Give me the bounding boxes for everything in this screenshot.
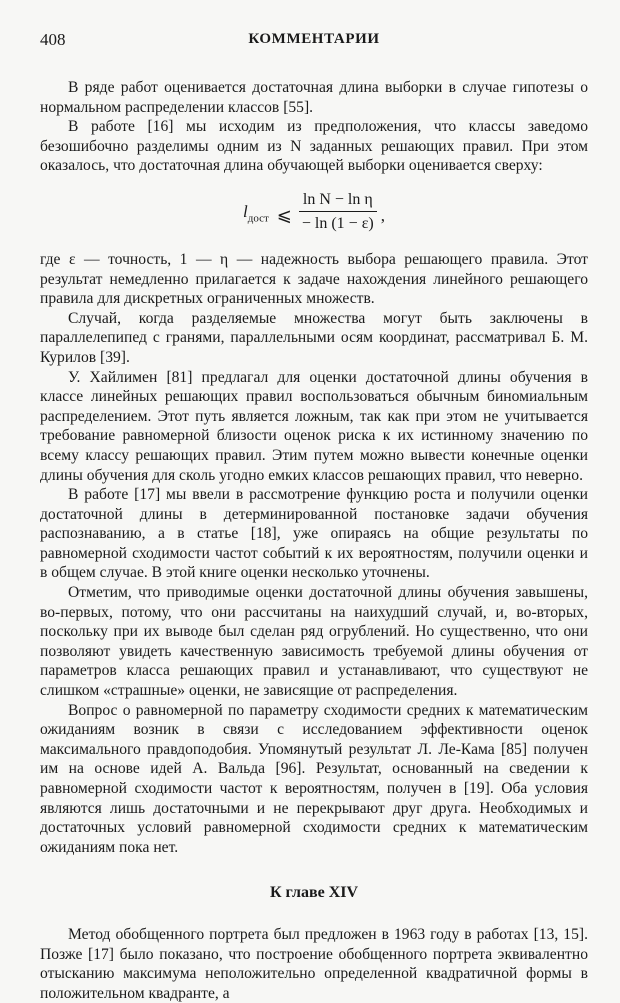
formula-denominator: − ln (1 − ε) xyxy=(301,215,374,233)
paragraph: Вопрос о равномерной по параметру сходимости средних к математическим ожиданиям возник в связи с исследованием эффективности оценок максимального правдоподобия. Упомянутый результат Л. Ле-Кама [85] получен им на основе идей А. Вальда [96]. Результат, основанный на сведении к равномерной сходимости частот к вероятностям, получен в [19]. Оба условия являются лишь достаточными и не перекрывают друг друга. Необходимых и достаточных условий равномерной сходимости средних к математическим ожиданиям пока нет. xyxy=(40,701,588,856)
paragraph: У. Хайлимен [81] предлагал для оценки достаточной длины обучения в классе линейных решающих правил воспользоваться обычным биномиальным распределением. Этот путь является ложным, так как при этом не учитывается требование равномерной близости оценок риска к их истинному значению по всему классу решающих правил. Этим путем можно вывести конечные оценки длины обучения для сколь угодно емких классов решающих правил, что неверно. xyxy=(40,368,588,484)
page-header xyxy=(40,30,588,54)
running-title: КОММЕНТАРИИ xyxy=(248,31,380,47)
formula-numerator: ln N − ln η xyxy=(299,190,377,213)
paragraph: В работе [16] мы исходим из предположения, что классы заведомо безошибочно разделимы одним из N заданных решающих правил. При этом оказалось, что достаточная длина обучающей выборки оценивается сверху: xyxy=(40,118,588,175)
paragraph: Случай, когда разделяемые множества могут быть заключены в параллелепипед с гранями, параллельными осям координат, рассматривал Б. М. Курилов [39]. xyxy=(40,309,588,366)
paragraph: Метод обобщенного портрета был предложен в 1963 году в работах [13, 15]. Позже [17] было показано, что построение обобщенного портрета эквивалентно отысканию максимума неположительно определенной квадратичной формы в положительном квадранте, а xyxy=(40,925,588,1002)
formula-lhs xyxy=(243,202,269,229)
formula-trailing: , xyxy=(380,206,385,226)
formula-relation: ⩽ xyxy=(276,205,292,226)
formula-lhs-subscript: дост xyxy=(247,212,269,225)
formula xyxy=(40,178,588,246)
paragraph: Отметим, что приводимые оценки достаточной длины обучения завышены, во-первых, потому, что они рассчитаны на наихудший случай, и, во-вторых, поскольку при их выводе был сделан ряд огрублений. Но существенно, что они позволяют увидеть качественную зависимость требуемой длины обучения от параметров класса решающих правил и устанавливают, что существуют не слишком «страшные» оценки, не зависящие от распределения. xyxy=(40,584,588,700)
paragraph: В ряде работ оценивается достаточная длина выборки в случае гипотезы о нормальном распределении классов [55]. xyxy=(40,79,588,116)
paragraph: В работе [17] мы ввели в рассмотрение функцию роста и получили оценки достаточной длины в детерминированной постановке задачи обучения распознаванию, а в статье [18], уже опираясь на общие результаты по равномерной сходимости частот событий к их вероятностям, получили оценки и в общем случае. В этой книге оценки несколько уточнены. xyxy=(40,486,588,582)
formula-lhs-symbol: l xyxy=(242,202,248,222)
paragraph: где ε — точность, 1 — η — надежность выбора решающего правила. Этот результат немедленно прилагается к задаче нахождения линейного решающего правила для дискретных ограниченных множеств. xyxy=(40,250,588,308)
formula-fraction xyxy=(298,190,378,234)
body-text xyxy=(40,78,588,1003)
chapter-heading: К главе XIV xyxy=(269,884,359,902)
page-number: 408 xyxy=(40,30,66,49)
